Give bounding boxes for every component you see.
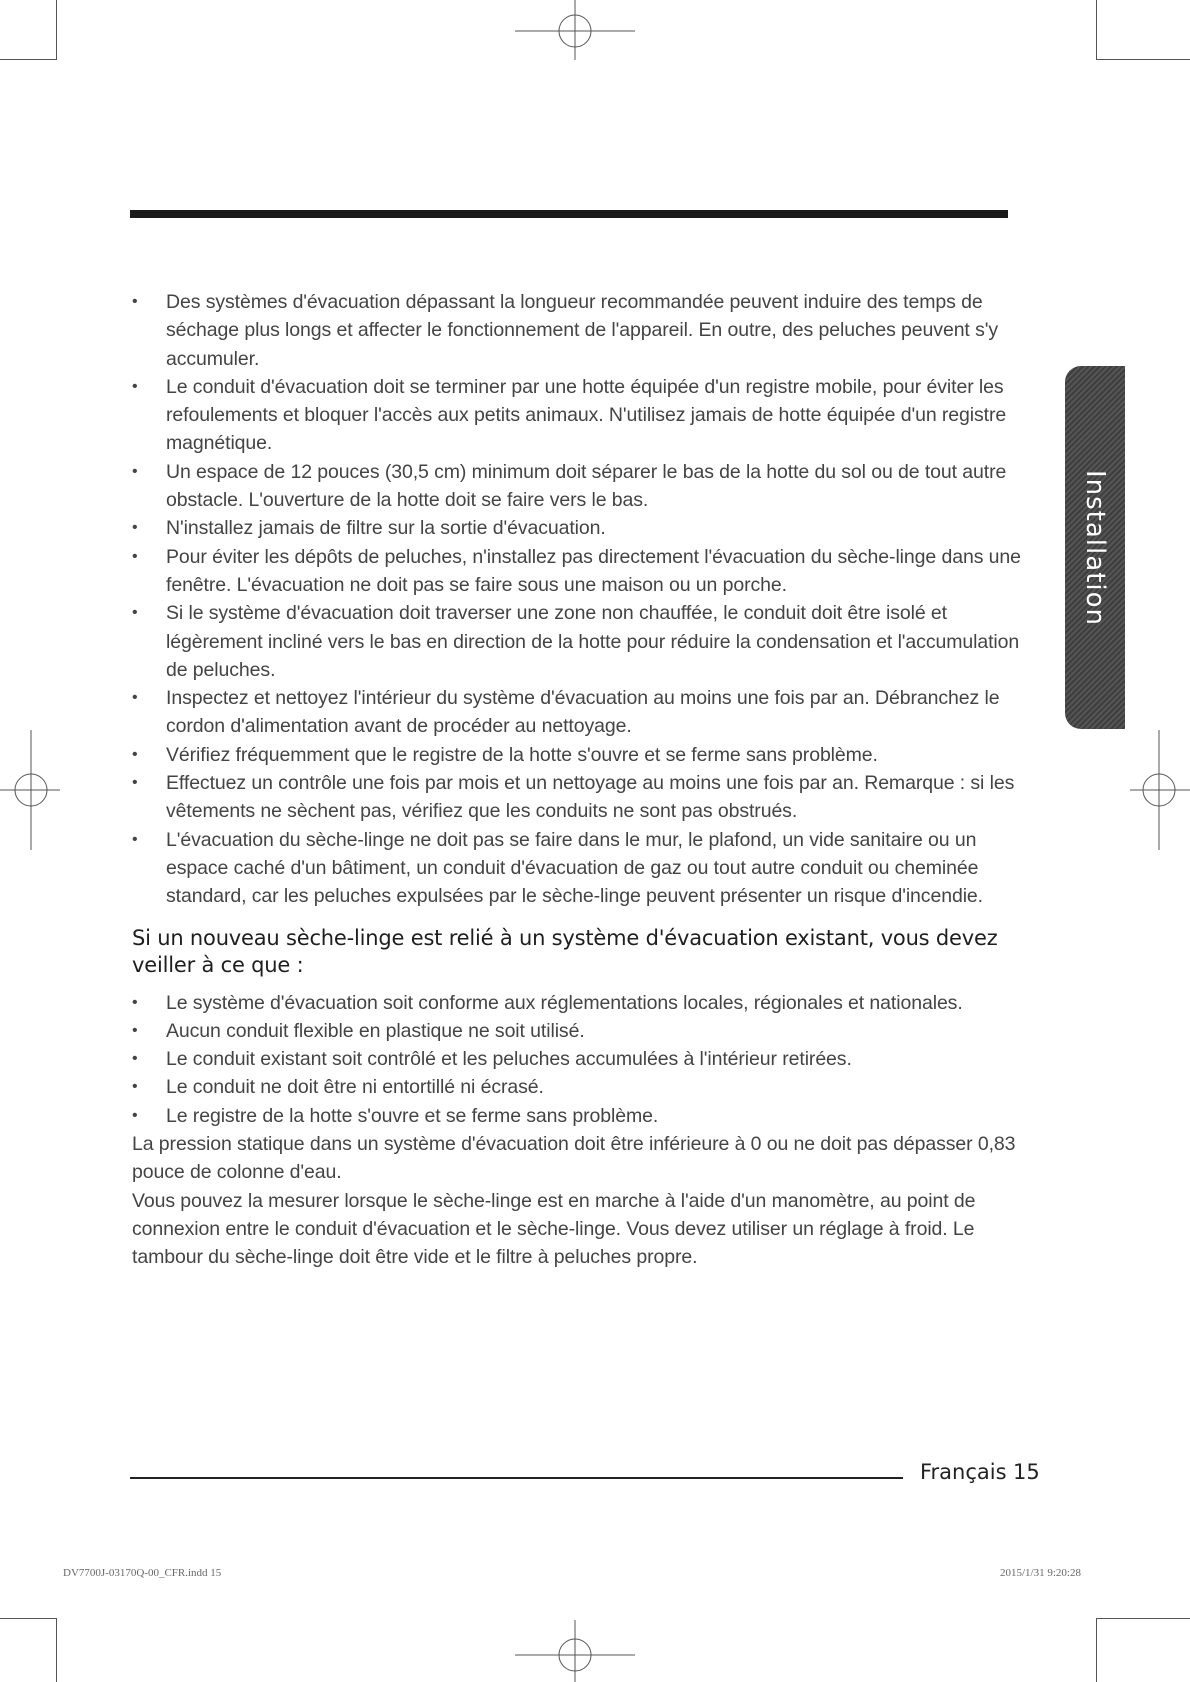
list-item: • Effectuez un contrôle une fois par mois et un nettoyage au moins une fois par an. Remarque : si les vêtements ne sèchent pas, vérifiez que les conduits ne sont pas obstrués. — [132, 769, 1032, 826]
registration-mark-bottom — [515, 1620, 635, 1682]
print-file-info: DV7700J-03170Q-00_CFR.indd 15 — [63, 1567, 222, 1579]
crop-mark — [1096, 59, 1190, 60]
list-item: • Un espace de 12 pouces (30,5 cm) minimum doit séparer le bas de la hotte du sol ou de tout autre obstacle. L'ouverture de la hotte doit se faire vers le bas. — [132, 458, 1032, 515]
registration-mark-left — [0, 730, 60, 850]
static-pressure-paragraph: La pression statique dans un système d'évacuation doit être inférieure à 0 ou ne doit pas dépasser 0,83 pouce de colonne d'eau. — [132, 1133, 1016, 1184]
footer-language: Français — [920, 1460, 1007, 1484]
crop-mark — [1096, 0, 1097, 60]
crop-mark — [1096, 1618, 1190, 1619]
list-item: • N'installez jamais de filtre sur la sortie d'évacuation. — [132, 514, 1032, 542]
registration-mark-right — [1130, 730, 1190, 850]
section-tab-label: Installation — [1080, 469, 1110, 626]
list-item: • Le registre de la hotte s'ouvre et se ferme sans problème. — [132, 1102, 1032, 1130]
main-content — [132, 288, 1032, 1272]
crop-mark — [1096, 1618, 1097, 1682]
crop-mark — [56, 1618, 57, 1682]
measurement-paragraph: Vous pouvez la mesurer lorsque le sèche-linge est en marche à l'aide d'un manomètre, au point de connexion entre le conduit d'évacuation et le sèche-linge. Vous devez utiliser un réglage à froid. Le tambour du sèche-linge doit être vide et le filtre à peluches propre. — [132, 1189, 976, 1269]
list-item: • Le système d'évacuation soit conforme aux réglementations locales, régionales et nationales. — [132, 989, 1032, 1017]
list-item: • Le conduit existant soit contrôlé et les peluches accumulées à l'intérieur retirées. — [132, 1045, 1032, 1073]
crop-mark — [0, 1618, 56, 1619]
list-item: • Vérifiez fréquemment que le registre de la hotte s'ouvre et se ferme sans problème. — [132, 741, 1032, 769]
crop-mark — [0, 59, 56, 60]
list-item: • Inspectez et nettoyez l'intérieur du système d'évacuation au moins une fois par an. Débranchez le cordon d'alimentation avant de procéder au nettoyage. — [132, 684, 1032, 741]
footer-rule — [130, 1477, 903, 1479]
list-item: • Aucun conduit flexible en plastique ne soit utilisé. — [132, 1017, 1032, 1045]
venting-requirements-list — [132, 288, 1032, 911]
section-tab — [1065, 366, 1125, 729]
existing-system-checklist — [132, 989, 1032, 1130]
list-item: • Des systèmes d'évacuation dépassant la longueur recommandée peuvent induire des temps de séchage plus longs et affecter le fonctionnement de l'appareil. En outre, des peluches peuvent s'y accumuler. — [132, 288, 1032, 373]
page-number: 15 — [1013, 1460, 1040, 1484]
registration-mark-top — [515, 0, 635, 60]
print-timestamp: 2015/1/31 9:20:28 — [1000, 1567, 1081, 1579]
list-item: • Le conduit d'évacuation doit se terminer par une hotte équipée d'un registre mobile, pour éviter les refoulements et bloquer l'accès aux petits animaux. N'utilisez jamais de hotte équipée d'un registre magnétique. — [132, 373, 1032, 458]
crop-mark — [56, 0, 57, 60]
list-item: • Pour éviter les dépôts de peluches, n'installez pas directement l'évacuation du sèche-linge dans une fenêtre. L'évacuation ne doit pas se faire sous une maison ou un porche. — [132, 543, 1032, 600]
header-rule — [130, 210, 1008, 218]
section-subheading: Si un nouveau sèche-linge est relié à un système d'évacuation existant, vous devez veiller à ce que : — [132, 925, 998, 977]
list-item: • Le conduit ne doit être ni entortillé ni écrasé. — [132, 1073, 1032, 1101]
list-item: • Si le système d'évacuation doit traverser une zone non chauffée, le conduit doit être isolé et légèrement incliné vers le bas en direction de la hotte pour réduire la condensation et l'accumulation de peluches. — [132, 599, 1032, 684]
list-item: • L'évacuation du sèche-linge ne doit pas se faire dans le mur, le plafond, un vide sanitaire ou un espace caché d'un bâtiment, un conduit d'évacuation de gaz ou tout autre conduit ou cheminée standard, car les peluches expulsées par le sèche-linge peuvent présenter un risque d'incendie. — [132, 826, 1032, 911]
